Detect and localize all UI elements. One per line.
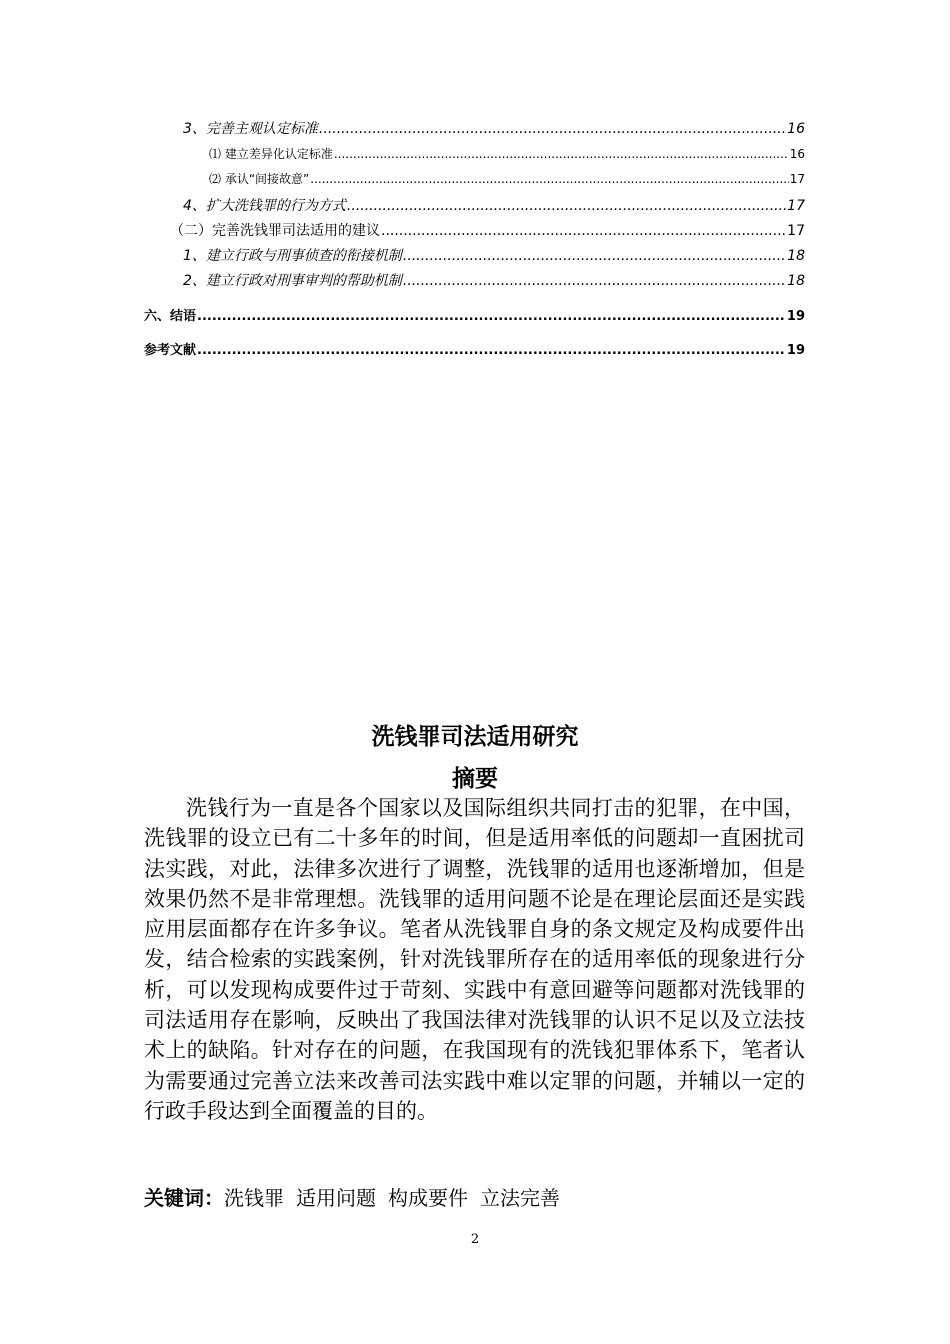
- toc-entry-page: 16: [787, 121, 805, 137]
- toc-entry[interactable]: [144, 305, 805, 324]
- toc-entry[interactable]: [183, 245, 805, 265]
- toc-leader-dots: [197, 343, 786, 358]
- toc-entry[interactable]: [183, 195, 805, 215]
- toc-entry-page: 17: [787, 223, 805, 239]
- toc-leader-dots: [347, 198, 786, 214]
- document-title: 洗钱罪司法适用研究: [371, 724, 579, 750]
- toc-leader-dots: [319, 121, 786, 137]
- abstract-body: 洗钱行为一直是各个国家以及国际组织共同打击的犯罪，在中国，洗钱罪的设立已有二十多年的时间，但是适用率低的问题却一直困扰司法实践，对此，法律多次进行了调整，洗钱罪的适用也逐渐增加，但是效果仍然不是非常理想。洗钱罪的适用问题不论是在理论层面还是实践应用层面都存在许多争议。笔者从洗钱罪自身的条文规定及构成要件出发，结合检索的实践案例，针对洗钱罪所存在的适用率低的现象进行分析，可以发现构成要件过于苛刻、实践中有意回避等问题都对洗钱罪的司法适用存在影响，反映出了我国法律对洗钱罪的认识不足以及立法技术上的缺陷。针对存在的问题，在我国现有的洗钱犯罪体系下，笔者认为需要通过完善立法来改善司法实践中难以定罪的问题，并辅以一定的行政手段达到全面覆盖的目的。: [144, 796, 805, 1123]
- abstract-heading: 摘要: [452, 766, 498, 792]
- toc-entry-title: 4、扩大洗钱罪的行为方式: [183, 198, 346, 214]
- toc-entry-title: 3、完善主观认定标准: [183, 121, 318, 137]
- toc-entry-title: ⑵ 承认“间接故意”: [209, 172, 310, 186]
- keywords-line: [144, 1182, 572, 1211]
- toc-entry-title: ⑴ 建立差异化认定标准: [209, 147, 333, 161]
- toc-entry-title: 1、建立行政与刑事侦查的衔接机制: [183, 248, 402, 264]
- toc-entry[interactable]: [209, 170, 805, 187]
- toc-entry-page: 19: [786, 343, 805, 358]
- toc-entry-title: 六、结语: [144, 309, 197, 324]
- toc-leader-dots: [310, 172, 788, 186]
- toc-entry-page: 18: [787, 273, 805, 289]
- toc-entry-page: 18: [787, 248, 805, 264]
- toc-entry-page: 17: [789, 172, 805, 186]
- toc-entry-title: 参考文献: [144, 343, 197, 358]
- toc-entry[interactable]: [209, 145, 805, 162]
- toc-leader-dots: [403, 273, 786, 289]
- keywords-label: 关键词：: [144, 1186, 224, 1210]
- toc-leader-dots: [403, 248, 786, 264]
- toc-entry[interactable]: [183, 118, 805, 138]
- toc-leader-dots: [197, 309, 786, 324]
- toc-entry[interactable]: [170, 220, 805, 240]
- page-number: 2: [470, 1232, 480, 1247]
- toc-leader-dots: [334, 147, 789, 161]
- toc-entry-title: （二）完善洗钱罪司法适用的建议: [170, 223, 380, 239]
- toc-entry-page: 17: [787, 198, 805, 214]
- keyword: 立法完善: [480, 1186, 560, 1210]
- toc-entry-page: 19: [786, 309, 805, 324]
- toc-entry-title: 2、建立行政对刑事审判的帮助机制: [183, 273, 402, 289]
- toc-entry-page: 16: [789, 147, 805, 161]
- toc-entry[interactable]: [183, 270, 805, 290]
- keyword: 构成要件: [388, 1186, 468, 1210]
- keyword: 适用问题: [296, 1186, 376, 1210]
- toc-leader-dots: [381, 223, 786, 239]
- keyword: 洗钱罪: [224, 1186, 284, 1210]
- toc-entry[interactable]: [144, 339, 805, 358]
